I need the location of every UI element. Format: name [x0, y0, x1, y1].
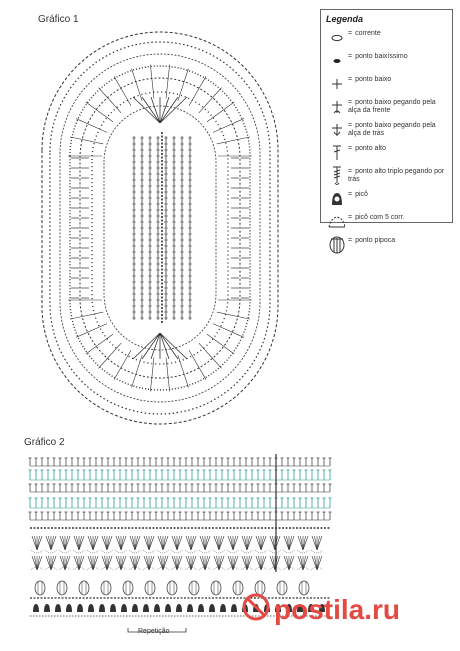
fan-stitch [160, 97, 178, 123]
shell-stitch [317, 536, 322, 550]
legend-list [326, 28, 447, 255]
radial-stitch [98, 343, 121, 368]
shell-stitch [93, 556, 98, 570]
shell-stitch [79, 556, 82, 570]
radial-stitch [199, 343, 222, 368]
radial-stitch [207, 102, 235, 122]
shell-stitch [233, 556, 236, 570]
shell-stitch [77, 556, 80, 570]
shell-stitch [88, 556, 93, 570]
popcorn-stitch [35, 581, 45, 595]
shell-stitch [77, 536, 80, 550]
shell-stitch [191, 556, 194, 570]
radial-stitch [70, 312, 103, 319]
shell-stitch [74, 536, 79, 550]
shell-stitch [247, 556, 250, 570]
shell-stitch [233, 536, 238, 550]
shell-stitch [130, 536, 135, 550]
legend-item [326, 51, 447, 71]
shell-stitch [219, 556, 222, 570]
shell-stitch [102, 536, 107, 550]
shell-stitch [203, 536, 206, 550]
radial-stitch [114, 76, 131, 105]
picot-stitch [66, 604, 72, 612]
popcorn-stitch [145, 581, 155, 595]
fan-stitch [142, 333, 160, 359]
shell-stitch [46, 556, 51, 570]
shell-stitch [133, 556, 136, 570]
radial-stitch [189, 350, 206, 379]
shell-stitch [32, 536, 37, 550]
shell-stitch [284, 556, 289, 570]
shell-stitch [177, 536, 180, 550]
shell-stitch [172, 536, 177, 550]
shell-chain [255, 550, 267, 553]
shell-stitch [189, 536, 192, 550]
shell-stitch [63, 556, 66, 570]
picot-stitch [33, 604, 39, 612]
legend-item-label: = ponto baixo pegando pela alça da frente [348, 99, 436, 114]
shell-stitch [49, 556, 52, 570]
shell-stitch [203, 556, 206, 570]
legend-item [326, 143, 447, 163]
radial-stitch [76, 119, 107, 133]
shell-stitch [65, 536, 68, 550]
shell-stitch [135, 556, 138, 570]
shell-stitch [163, 536, 168, 550]
shell-stitch [144, 536, 149, 550]
shell-stitch [105, 536, 108, 550]
popcorn-stitch [123, 581, 133, 595]
shell-stitch [37, 556, 40, 570]
shell-stitch [228, 536, 233, 550]
shell-stitch [317, 556, 320, 570]
shell-stitch [163, 556, 166, 570]
shell-stitch [60, 556, 65, 570]
shell-stitch [205, 556, 210, 570]
shell-stitch [301, 556, 304, 570]
radial-stitch [76, 324, 107, 338]
shell-stitch [200, 536, 205, 550]
shell-stitch [270, 536, 275, 550]
shell-stitch [191, 536, 196, 550]
shell-stitch [289, 536, 292, 550]
shell-stitch [79, 536, 82, 550]
shell-stitch [149, 556, 154, 570]
shell-stitch [228, 556, 233, 570]
shell-stitch [273, 536, 276, 550]
shell-stitch [205, 556, 208, 570]
radial-stitch [114, 350, 131, 379]
shell-stitch [315, 536, 318, 550]
shell-stitch [147, 536, 150, 550]
shell-stitch [49, 536, 52, 550]
shell-chain [185, 550, 197, 553]
popcorn-stitch [79, 581, 89, 595]
shell-chain [283, 550, 295, 553]
shell-stitch [256, 536, 261, 550]
radial-stitch [207, 334, 235, 354]
shell-stitch [135, 536, 138, 550]
shell-stitch [65, 556, 68, 570]
shell-stitch [60, 536, 65, 550]
shell-stitch [107, 556, 110, 570]
shell-stitch [133, 536, 136, 550]
shell-chain [297, 550, 309, 553]
shell-stitch [144, 556, 149, 570]
shell-stitch [51, 536, 54, 550]
shell-stitch [303, 556, 306, 570]
crochet-chart-1 [20, 28, 300, 428]
shell-stitch [261, 556, 264, 570]
radial-stitch [98, 88, 121, 113]
shell-stitch [121, 556, 124, 570]
fan-stitch [160, 333, 187, 359]
shell-stitch [261, 556, 266, 570]
radial-stitch [213, 119, 244, 133]
shell-stitch [289, 556, 294, 570]
treble-back-post-icon [326, 166, 348, 186]
shell-stitch [65, 536, 70, 550]
shell-chain [157, 550, 169, 553]
shell-chain [129, 550, 141, 553]
legend-item [326, 166, 447, 186]
single-crochet-icon [326, 74, 348, 94]
legend-item [326, 120, 447, 140]
legend-item [326, 97, 447, 117]
legend-title: Legenda [326, 14, 364, 24]
radial-stitch [132, 69, 143, 101]
shell-stitch [177, 556, 182, 570]
popcorn-stitch [57, 581, 67, 595]
shell-stitch [35, 556, 38, 570]
shell-stitch [35, 536, 38, 550]
svg-text:postila.ru: postila.ru [274, 594, 401, 625]
popcorn-stitch [167, 581, 177, 595]
shell-stitch [231, 536, 234, 550]
fan-stitch [160, 333, 178, 359]
shell-stitch [287, 556, 290, 570]
radial-stitch [132, 355, 143, 387]
picot-stitch [198, 604, 204, 612]
shell-stitch [270, 556, 275, 570]
shell-chain [269, 550, 281, 553]
legend-box [320, 9, 453, 244]
shell-stitch [175, 556, 178, 570]
back-loop-sc-icon [326, 120, 348, 140]
shell-stitch [303, 536, 308, 550]
popcorn-stitch [101, 581, 111, 595]
shell-stitch [172, 556, 177, 570]
shell-stitch [37, 536, 40, 550]
shell-stitch [175, 536, 178, 550]
shell-stitch [116, 556, 121, 570]
chart1-title: Gráfico 1 [38, 14, 79, 25]
chain-icon [326, 28, 348, 48]
legend-item-label: = corrente [348, 30, 381, 37]
shell-stitch [231, 556, 234, 570]
radial-stitch [150, 65, 154, 99]
front-loop-sc-icon [326, 97, 348, 117]
shell-stitch [214, 536, 219, 550]
shell-stitch [233, 536, 236, 550]
legend-item-label: = ponto alto triplo pegando por trás [348, 168, 445, 183]
legend-item-label: = picô com 5 corr. [348, 214, 405, 221]
legend-item-label: = ponto pipoca [348, 237, 396, 244]
radial-stitch [70, 137, 103, 144]
shell-stitch [121, 556, 126, 570]
radial-stitch [166, 65, 170, 99]
shell-stitch [163, 556, 168, 570]
picot-stitch [220, 604, 226, 612]
shell-stitch [242, 556, 247, 570]
radial-stitch [189, 76, 206, 105]
shell-stitch [130, 556, 135, 570]
shell-stitch [219, 556, 224, 570]
repeat-label: Repetição [138, 628, 170, 635]
shell-stitch [317, 556, 322, 570]
shell-stitch [177, 536, 182, 550]
shell-stitch [32, 556, 37, 570]
shell-chain [73, 550, 85, 553]
shell-stitch [93, 556, 96, 570]
shell-stitch [219, 536, 224, 550]
legend-item [326, 189, 447, 209]
shell-stitch [161, 556, 164, 570]
shell-stitch [247, 556, 252, 570]
shell-chain [59, 550, 71, 553]
shell-stitch [121, 536, 126, 550]
shell-stitch [191, 556, 196, 570]
picot-stitch [143, 604, 149, 612]
shell-stitch [191, 536, 194, 550]
shell-stitch [163, 536, 166, 550]
shell-stitch [93, 536, 98, 550]
radial-stitch [178, 69, 189, 101]
shell-stitch [135, 556, 140, 570]
picot-stitch [99, 604, 105, 612]
shell-stitch [200, 556, 205, 570]
picot-stitch [110, 604, 116, 612]
picot-stitch [44, 604, 50, 612]
picot-stitch [231, 604, 237, 612]
legend-item [326, 212, 447, 232]
shell-stitch [261, 536, 264, 550]
shell-stitch [119, 536, 122, 550]
legend-item [326, 28, 447, 48]
picot-stitch [154, 604, 160, 612]
shell-stitch [65, 556, 70, 570]
fan-stitch [133, 333, 160, 359]
shell-chain [171, 550, 183, 553]
shell-stitch [37, 536, 42, 550]
shell-stitch [312, 556, 317, 570]
shell-stitch [214, 556, 219, 570]
shell-stitch [158, 556, 163, 570]
fan-stitch [133, 97, 160, 123]
popcorn-icon [326, 235, 348, 255]
shell-stitch [301, 536, 304, 550]
shell-stitch [79, 536, 84, 550]
radial-stitch [199, 88, 222, 113]
picot-stitch [77, 604, 83, 612]
shell-stitch [219, 536, 222, 550]
shell-stitch [298, 536, 303, 550]
popcorn-stitch [211, 581, 221, 595]
picot-stitch [88, 604, 94, 612]
slip-stitch-icon [326, 51, 348, 71]
shell-stitch [119, 556, 122, 570]
picot-stitch [132, 604, 138, 612]
shell-stitch [149, 556, 152, 570]
radial-stitch [150, 358, 154, 392]
shell-stitch [315, 556, 318, 570]
shell-stitch [247, 536, 250, 550]
shell-stitch [121, 536, 124, 550]
shell-stitch [46, 536, 51, 550]
picot-stitch [176, 604, 182, 612]
shell-chain [227, 550, 239, 553]
shell-stitch [317, 536, 320, 550]
chart2-title: Gráfico 2 [24, 437, 65, 448]
shell-stitch [205, 536, 208, 550]
popcorn-stitch [189, 581, 199, 595]
shell-stitch [247, 536, 252, 550]
shell-stitch [312, 536, 317, 550]
shell-stitch [177, 556, 180, 570]
shell-stitch [149, 536, 152, 550]
shell-chain [87, 550, 99, 553]
picot-stitch [165, 604, 171, 612]
shell-chain [45, 550, 57, 553]
shell-chain [143, 550, 155, 553]
watermark-logo [240, 585, 455, 651]
radial-stitch [217, 137, 250, 144]
shell-stitch [289, 556, 292, 570]
shell-stitch [189, 556, 192, 570]
shell-stitch [217, 556, 220, 570]
shell-chain [241, 550, 253, 553]
picot-stitch [187, 604, 193, 612]
radial-stitch [213, 324, 244, 338]
shell-stitch [217, 536, 220, 550]
shell-stitch [273, 556, 276, 570]
shell-stitch [303, 556, 308, 570]
shell-stitch [93, 536, 96, 550]
shell-stitch [116, 536, 121, 550]
shell-stitch [147, 556, 150, 570]
legend-item-label: = picô [348, 191, 368, 198]
shell-stitch [261, 536, 266, 550]
shell-stitch [105, 556, 108, 570]
picot-stitch [55, 604, 61, 612]
legend-item-label: = ponto alto [348, 145, 386, 152]
double-crochet-icon [326, 143, 348, 163]
shell-stitch [287, 536, 290, 550]
shell-stitch [63, 536, 66, 550]
shell-stitch [135, 536, 140, 550]
shell-stitch [51, 556, 56, 570]
shell-stitch [37, 556, 42, 570]
shell-stitch [256, 556, 261, 570]
shell-stitch [161, 536, 164, 550]
shell-stitch [91, 556, 94, 570]
legend-item-label: = ponto baixo [348, 76, 392, 83]
shell-stitch [245, 536, 248, 550]
shell-stitch [233, 556, 238, 570]
shell-chain [31, 550, 43, 553]
fan-stitch [142, 97, 160, 123]
shell-stitch [298, 556, 303, 570]
legend-item-label: = ponto baixíssimo [348, 53, 408, 60]
shell-stitch [107, 536, 110, 550]
shell-stitch [289, 536, 294, 550]
shell-stitch [245, 556, 248, 570]
shell-stitch [51, 556, 54, 570]
shell-stitch [51, 536, 56, 550]
shell-stitch [205, 536, 210, 550]
shell-stitch [259, 556, 262, 570]
legend-item [326, 235, 447, 255]
legend-item-label: = ponto baixo pegando pela alça de trás [348, 122, 436, 137]
shell-stitch [242, 536, 247, 550]
shell-stitch [259, 536, 262, 550]
shell-stitch [91, 536, 94, 550]
shell-chain [213, 550, 225, 553]
fan-stitch [160, 97, 187, 123]
shell-stitch [186, 556, 191, 570]
shell-stitch [149, 536, 154, 550]
shell-stitch [107, 536, 112, 550]
shell-chain [115, 550, 127, 553]
picot-stitch [209, 604, 215, 612]
legend-item [326, 74, 447, 94]
shell-stitch [107, 556, 112, 570]
shell-stitch [79, 556, 84, 570]
shell-stitch [284, 536, 289, 550]
shell-stitch [158, 536, 163, 550]
radial-stitch [166, 358, 170, 392]
shell-chain [311, 550, 323, 553]
shell-stitch [186, 536, 191, 550]
shell-stitch [74, 556, 79, 570]
picot-icon [326, 189, 348, 209]
shell-chain [199, 550, 211, 553]
shell-stitch [102, 556, 107, 570]
shell-stitch [303, 536, 306, 550]
radial-stitch [217, 312, 250, 319]
picot-5ch-icon [326, 212, 348, 232]
shell-stitch [88, 536, 93, 550]
shell-chain [101, 550, 113, 553]
picot-stitch [121, 604, 127, 612]
